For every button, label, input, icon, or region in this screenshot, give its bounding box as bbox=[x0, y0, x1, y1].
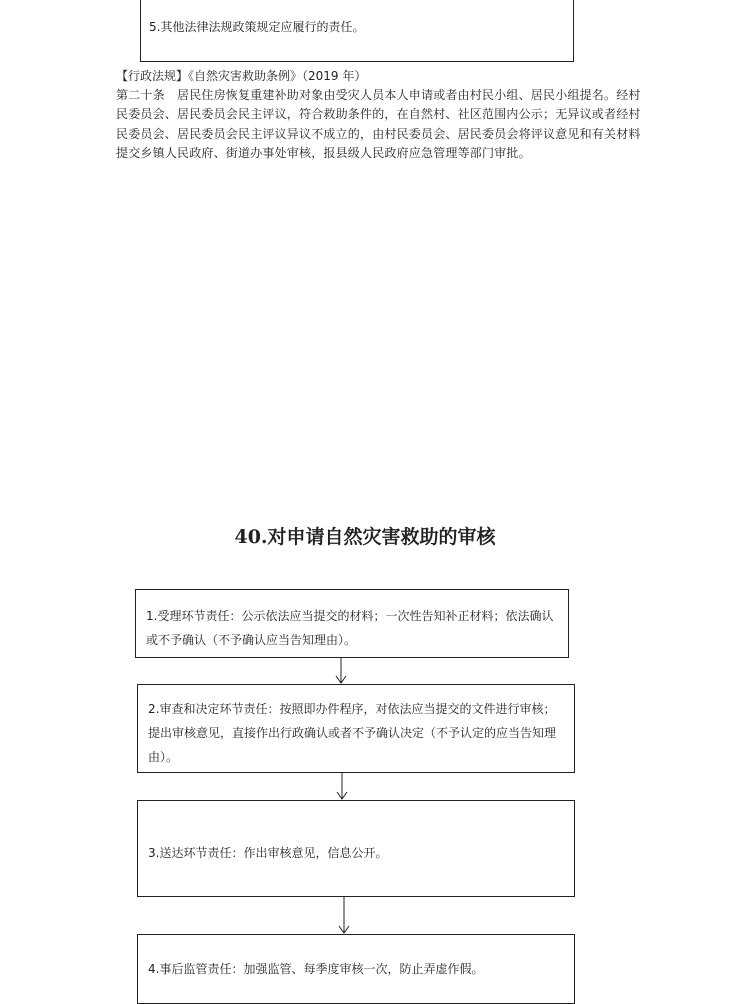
arrow-down-icon bbox=[335, 658, 347, 685]
flow-step-4-text: 4.事后监管责任：加强监管、每季度审核一次，防止弄虚作假。 bbox=[148, 962, 484, 976]
flow-step-2-text: 2.审查和决定环节责任：按照即办件程序，对依法应当提交的文件进行审核；提出审核意见，直接作出行政确认或者不予确认决定（不予认定的应当告知理由）。 bbox=[148, 702, 557, 764]
arrow-down-icon bbox=[336, 773, 348, 801]
law-reference bbox=[116, 67, 646, 163]
flow-step-3-text: 3.送达环节责任：作出审核意见，信息公开。 bbox=[148, 846, 388, 860]
law-article-text: 第二十条 居民住房恢复重建补助对象由受灾人员本人申请或者由村民小组、居民小组提名。经村民委员会、居民委员会民主评议，符合救助条件的，在自然村、社区范围内公示；无异议或者经村民委员会、居民委员会民主评议异议不成立的，由村民委员会、居民委员会将评议意见和有关材料提交乡镇人民政府、街道办事处审核，报县级人民政府应急管理等部门审批。 bbox=[116, 88, 641, 160]
flow-step-1-text: 1.受理环节责任：公示依法应当提交的材料；一次性告知补正材料；依法确认或不予确认（不予确认应当告知理由）。 bbox=[146, 609, 554, 647]
flow-step-3 bbox=[137, 800, 575, 897]
flow-step-1 bbox=[135, 589, 569, 658]
previous-step-text: 5.其他法律法规政策规定应履行的责任。 bbox=[149, 20, 365, 34]
flow-step-4 bbox=[137, 934, 575, 1004]
section-title: 40.对申请自然灾害救助的审核 bbox=[234, 526, 496, 548]
flow-step-2 bbox=[137, 684, 575, 773]
previous-step-box bbox=[140, 0, 574, 62]
law-source: 【行政法规】《自然灾害救助条例》（2019 年） bbox=[116, 69, 367, 83]
arrow-down-icon bbox=[338, 897, 350, 935]
